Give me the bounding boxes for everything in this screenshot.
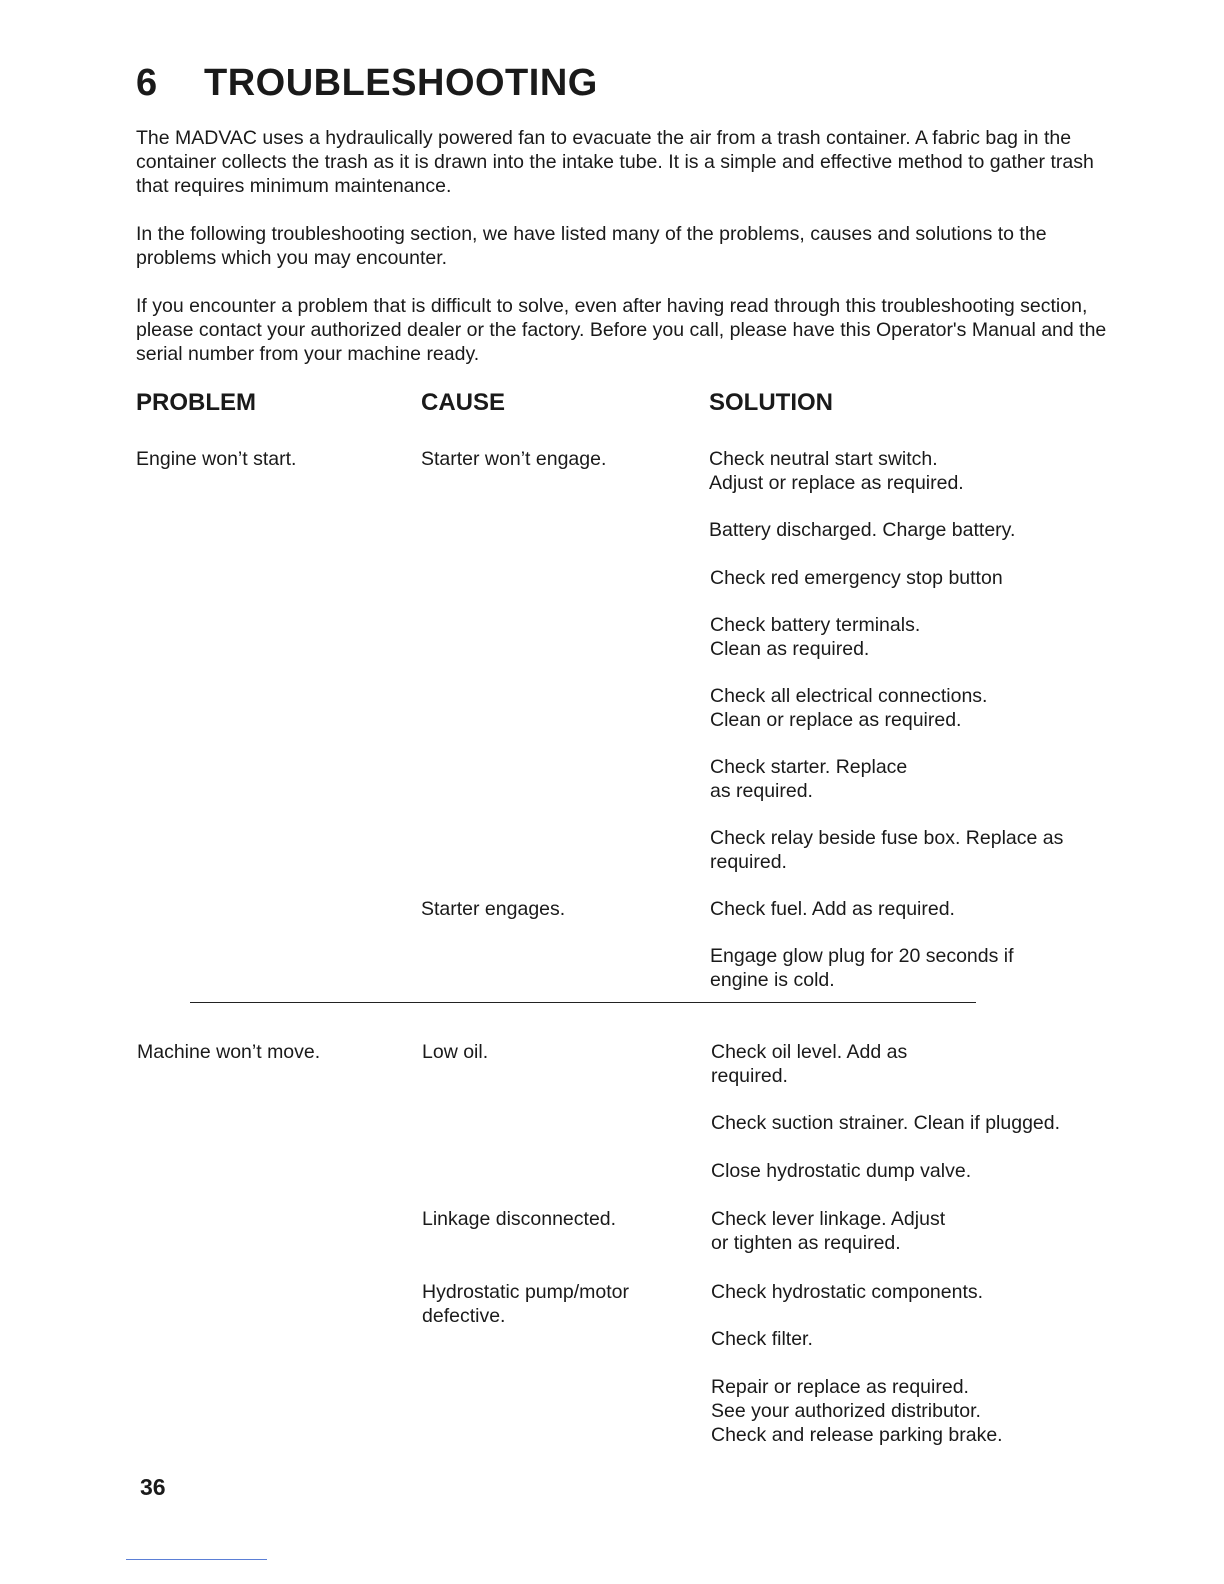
cause-cell: Starter engages.	[421, 898, 566, 920]
solution-cell: Check suction strainer. Clean if plugged.	[711, 1112, 1061, 1134]
page-number: 36	[140, 1474, 166, 1500]
section-number: 6	[136, 62, 158, 104]
intro-paragraph: If you encounter a problem that is difficult to solve, even after having read through this troubleshooting section, please contact your authorized dealer or the factory. Before you call, please have this Operator's Manual and the serial number from your machine ready.	[136, 295, 1107, 365]
solution-cell: Engage glow plug for 20 seconds if engine is cold.	[710, 945, 1014, 991]
cause-cell: Linkage disconnected.	[422, 1208, 617, 1230]
problem-cell: Machine won’t move.	[137, 1041, 321, 1063]
solution-cell: Check red emergency stop button	[710, 567, 1003, 589]
solution-cell: Check lever linkage. Adjust or tighten as required.	[711, 1208, 946, 1254]
page-title	[136, 62, 598, 105]
cause-cell: Hydrostatic pump/motor defective.	[422, 1281, 629, 1327]
solution-cell: Battery discharged. Charge battery.	[709, 519, 1016, 541]
cause-cell: Low oil.	[422, 1041, 489, 1063]
solution-cell: Check neutral start switch. Adjust or replace as required.	[709, 448, 964, 494]
solution-cell: Close hydrostatic dump valve.	[711, 1160, 972, 1182]
solution-cell: Check filter.	[711, 1328, 813, 1350]
section-divider	[190, 1002, 976, 1003]
solution-cell: Check battery terminals. Clean as required.	[710, 614, 921, 660]
intro-paragraph: The MADVAC uses a hydraulically powered fan to evacuate the air from a trash container. A fabric bag in the container collects the trash as it is drawn into the intake tube. It is a simple and effective method to gather trash that requires minimum maintenance.	[136, 127, 1094, 197]
footer-line	[126, 1559, 267, 1560]
solution-cell: Check starter. Replace as required.	[710, 756, 908, 802]
intro-paragraph: In the following troubleshooting section, we have listed many of the problems, causes and solutions to the problems which you may encounter.	[136, 223, 1047, 269]
solution-cell: Check relay beside fuse box. Replace as required.	[710, 827, 1064, 873]
solution-cell: Repair or replace as required. See your authorized distributor. Check and release parking brake.	[711, 1376, 1003, 1446]
solution-cell: Check fuel. Add as required.	[710, 898, 955, 920]
solution-cell: Check oil level. Add as required.	[711, 1041, 908, 1087]
solution-cell: Check hydrostatic components.	[711, 1281, 984, 1303]
cause-cell: Starter won’t engage.	[421, 448, 607, 470]
problem-cell: Engine won’t start.	[136, 448, 297, 470]
column-header-solution: SOLUTION	[709, 389, 833, 416]
section-title: TROUBLESHOOTING	[204, 62, 598, 104]
column-header-problem: PROBLEM	[136, 389, 256, 416]
column-header-cause: CAUSE	[421, 389, 506, 416]
solution-cell: Check all electrical connections. Clean or replace as required.	[710, 685, 988, 731]
